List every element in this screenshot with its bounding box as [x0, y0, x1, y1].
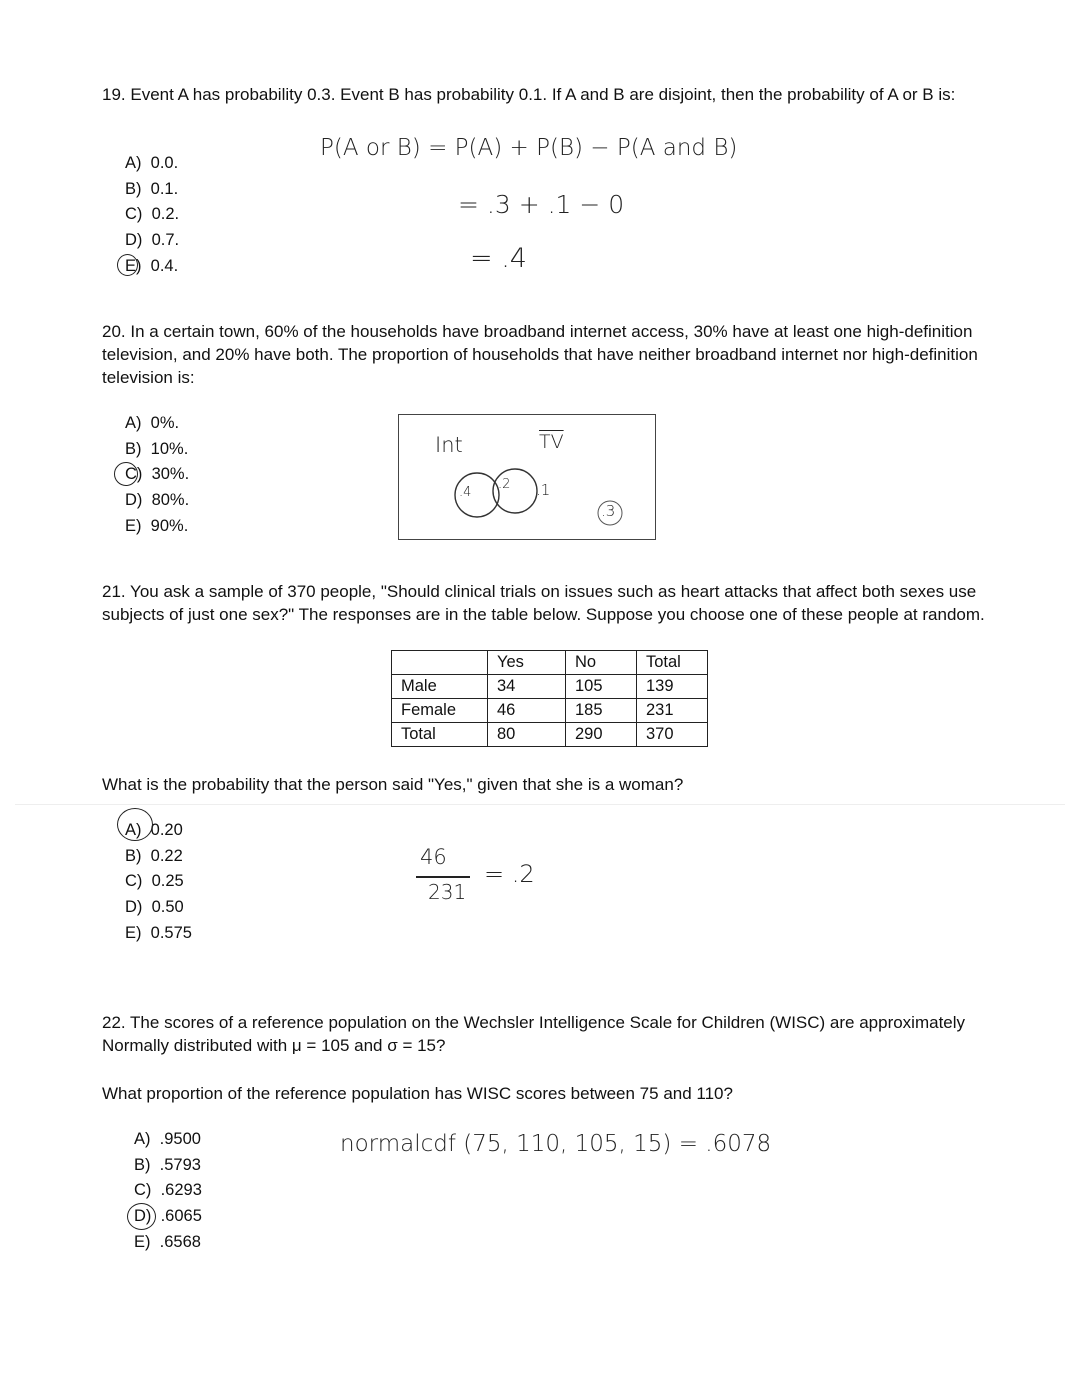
choice-d: D) 0.50 — [125, 898, 184, 917]
responses-table — [391, 650, 708, 747]
venn-value-both: .2 — [498, 477, 511, 492]
handwritten-numerator: 46 — [420, 845, 447, 869]
venn-label-tv: $\overline{TV}$ — [539, 431, 564, 453]
choice-c: C) 0.2. — [125, 205, 180, 224]
question-22-text: 22. The scores of a reference population on the Wechsler Intelligence Scale for Children (WISC) are approximately Normally distributed with μ = 105 and σ = 15? — [102, 1013, 966, 1055]
choice-e: E) 0.4. — [125, 256, 179, 275]
venn-value-neither: .3 — [601, 502, 616, 520]
handwritten-normalcdf: normalcdf (75, 110, 105, 15) = .6078 — [340, 1131, 772, 1157]
table-cell: 370 — [637, 723, 708, 747]
choice-b: B) 0.1. — [125, 179, 179, 198]
handwritten-denominator: 231 — [428, 880, 467, 904]
question-22-choices — [134, 1127, 202, 1256]
table-cell: 80 — [488, 723, 566, 747]
question-21-text: 21. You ask a sample of 370 people, "Should clinical trials on issues such as heart attacks that affect both sexes use subjects of just one sex?" The responses are in the table below. Suppose you choose one of these people at random. — [102, 582, 985, 624]
choice-a: A) .9500 — [134, 1130, 201, 1148]
answer-circle-mark — [117, 254, 138, 276]
choice-b: B) .5793 — [134, 1155, 201, 1174]
table-header-cell — [392, 651, 488, 675]
question-21-prompt: What is the probability that the person said "Yes," given that she is a woman? — [102, 775, 684, 794]
table-cell: 185 — [566, 699, 637, 723]
choice-d: D) 0.7. — [125, 231, 180, 250]
table-cell: 139 — [637, 675, 708, 699]
table-cell: 34 — [488, 675, 566, 699]
question-19-text: 19. Event A has probability 0.3. Event B has probability 0.1. If A and B are disjoint, then the probability of A or B is: — [102, 85, 956, 104]
answer-circle-mark — [114, 462, 138, 486]
table-cell: Male — [392, 675, 488, 699]
choice-b: B) 0.22 — [125, 846, 183, 865]
choice-d: D) .6065 — [134, 1207, 202, 1226]
table-row — [392, 675, 708, 699]
choice-c: C) .6293 — [134, 1181, 202, 1200]
choice-a: A) 0%. — [125, 414, 180, 432]
venn-diagram — [398, 414, 656, 540]
choice-b: B) 10%. — [125, 439, 189, 458]
table-cell: 46 — [488, 699, 566, 723]
handwritten-result: = .4 — [470, 243, 527, 274]
choice-c: C) 0.25 — [125, 872, 184, 891]
answer-circle-mark — [127, 1203, 156, 1230]
table-row — [392, 699, 708, 723]
question-22-prompt: What proportion of the reference population has WISC scores between 75 and 110? — [102, 1084, 733, 1103]
table-cell: 231 — [637, 699, 708, 723]
choice-e: E) 0.575 — [125, 923, 192, 942]
table-header-cell: Yes — [488, 651, 566, 675]
venn-value-only-tv: .1 — [536, 481, 551, 499]
choice-e: E) .6568 — [134, 1232, 201, 1251]
answer-circle-mark — [117, 808, 153, 841]
venn-label-internet: Int — [435, 433, 463, 457]
table-header-cell: No — [566, 651, 637, 675]
choice-c: C) 30%. — [125, 465, 190, 484]
choice-d: D) 80%. — [125, 491, 190, 510]
choice-a: A) 0.0. — [125, 154, 179, 172]
fraction-bar — [416, 876, 470, 878]
question-20-text: 20. In a certain town, 60% of the households have broadband internet access, 30% have at least one high-definition television, and 20% have both. The proportion of households that have neither broadband internet nor high-definition television is: — [102, 322, 978, 387]
table-header-row — [392, 651, 708, 675]
table-cell: Female — [392, 699, 488, 723]
venn-value-only-internet: .4 — [459, 485, 472, 500]
table-cell: 290 — [566, 723, 637, 747]
handwritten-formula: P(A or B) = P(A) + P(B) − P(A and B) — [320, 135, 738, 161]
table-row — [392, 723, 708, 747]
choice-e: E) 90%. — [125, 516, 189, 535]
table-header-cell: Total — [637, 651, 708, 675]
choice-a: A) 0.20 — [125, 821, 183, 839]
divider — [15, 804, 1065, 805]
table-cell: 105 — [566, 675, 637, 699]
table-cell: Total — [392, 723, 488, 747]
handwritten-substitution: = .3 + .1 − 0 — [458, 190, 625, 219]
handwritten-result: = .2 — [484, 860, 535, 888]
